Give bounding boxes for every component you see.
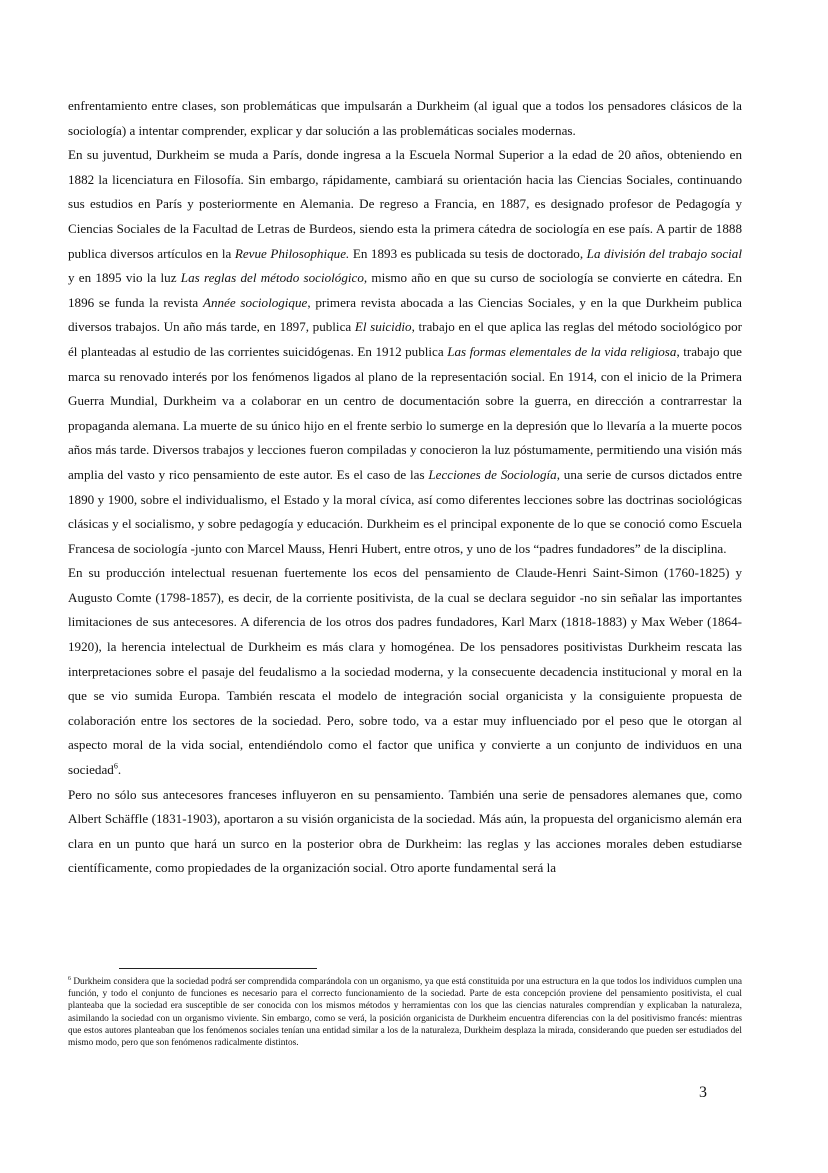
title-reglas-metodo: Las reglas del método sociológico	[180, 270, 364, 286]
p2-text-5: , primera revista abocada a las Ciencias Sociales, y en la que Durkheim publica diversos trabajos. Un año más tarde, en 1897, publica	[68, 294, 742, 335]
p2-text-4: , mismo año en que su curso de sociología se convierte en cátedra. En 1896 se funda la revista	[68, 270, 742, 310]
paragraph-4: Pero no sólo sus antecesores franceses influyeron en su pensamiento. También una serie de pensadores alemanes que, como Albert Schäffle (1831-1903), aportaron a su visión organicista de la sociedad. Más aún, la propuesta del organicismo alemán era clara en un punto que hará un surco en la posterior obra de Durkheim: las reglas y las acciones morales deben estudiarse científicamente, como propiedades de la organización social. Otro aporte fundamental será la	[68, 786, 742, 876]
footnote-text: Durkheim considera que la sociedad podrá ser comprendida comparándola con un organismo, ya que está constituida por una estructura en la que todos los individuos cumplen una función, y todo el conjunto de funciones es necesario para el correcto funcionamiento de la sociedad. Parte de esta concepción proviene del pensamiento positivista, el cual planteaba que la sociedad era susceptible de ser conocida con los mismos métodos y herramientas con los que las ciencias naturales comprendían y explicaban la naturaleza, asimilando la sociedad con un organismo viviente. Sin embargo, como se verá, la posición organicista de Durkheim encuentra diferencias con la del positivismo francés: mientras que estos autores planteaban que los fenómenos sociales tenían una entidad similar a los de la naturaleza, Durkheim desplaza la mirada, considerando que pueden ser estudiados del mismo modo, pero que son fenómenos radicalmente distintos.	[68, 977, 742, 1049]
footnote-reference[interactable]: 6	[113, 761, 118, 771]
title-el-suicidio: El suicidio	[354, 319, 412, 335]
paragraph-1: enfrentamiento entre clases, son problemáticas que impulsarán a Durkheim (al igual que a todos los pensadores clásicos de la sociología) a intentar comprender, explicar y dar solución a las problemáticas sociales modernas.	[68, 98, 742, 138]
p2-text-6: , trabajo en el que aplica las reglas del método sociológico por él planteadas al estudio de las corrientes suicidógenas. En 1912 publica	[68, 319, 742, 359]
p3-text: En su producción intelectual resuenan fuertemente los ecos del pensamiento de Claude-Henri Saint-Simon (1760-1825) y Augusto Comte (1798-1857), es decir, de la corriente positivista, de la cual se declara seguidor -no sin señalar las importantes limitaciones de sus antecesores. A diferencia de los otros dos padres fundadores, Karl Marx (1818-1883) y Max Weber (1864-1920), la herencia intelectual de Durkheim es más clara y homogénea. De los pensadores positivistas Durkheim rescata las interpretaciones sobre el pasaje del feudalismo a la sociedad moderna, y la consecuente decadencia institucional y moral en la que se vio sumida Europa. También rescata el modelo de integración social organicista y la consiguiente propuesta de colaboración entre los sectores de la sociedad. Pero, sobre todo, va a estar muy influenciado por el peso que le otorgan al aspecto moral de la vida social, entendiéndolo como el factor que unifica y convierte a un conjunto de individuos en una sociedad	[68, 565, 742, 778]
footnote-number: 6	[68, 975, 71, 982]
title-revue-philosophique: Revue Philosophique.	[234, 245, 350, 261]
paragraph-3	[68, 561, 742, 782]
p2-text-7: , trabajo que marca su renovado interés por los fenómenos ligados al plano de la representación social. En 1914, con el inicio de la Primera Guerra Mundial, Durkheim va a colaborar en un centro de documentación sobre la guerra, en dirección a contrarrestar la propaganda alemana. La muerte de su único hijo en el frente serbio lo sumerge en la depresión que lo llevaría a la muerte pocos años más tarde. Diversos trabajos y lecciones fueron compiladas y conocieron la luz póstumamente, permitiendo una visión más amplia del vasto y rico pensamiento de este autor. Es el caso de las	[68, 343, 742, 482]
p2-text-1: En su juventud, Durkheim se muda a París, donde ingresa a la Escuela Normal Superior a la edad de 20 años, obteniendo en 1882 la licenciatura en Filosofía. Sin embargo, rápidamente, cambiará su orientación hacia las Ciencias Sociales, continuando sus estudios en París y posteriormente en Alemania. De regreso a Francia, en 1887, es designado profesor de Pedagogía y Ciencias Sociales de la Facultad de Letras de Burdeos, siendo esta la primera cátedra de sociología en ese país. A partir de 1888 publica diversos artículos en la	[68, 147, 742, 261]
title-division-trabajo: La división del trabajo social	[586, 245, 742, 261]
page-number: 3	[699, 1084, 707, 1101]
footnote-separator	[119, 968, 317, 969]
footnote	[68, 976, 742, 1049]
title-annee-sociologique: Année sociologique	[202, 294, 308, 310]
p3-end: .	[117, 762, 122, 778]
title-formas-elementales: Las formas elementales de la vida religiosa	[447, 343, 677, 359]
body-text	[68, 94, 742, 881]
title-lecciones-sociologia: Lecciones de Sociología	[428, 466, 557, 482]
paragraph-2	[68, 143, 742, 561]
p2-text-8: , una serie de cursos dictados entre 1890 y 1900, sobre el individualismo, el Estado y la moral cívica, así como diferentes lecciones sobre las doctrinas sociológicas clásicas y el socialismo, y sobre pedagogía y educación. Durkheim es el principal exponente de lo que se conoció como Escuela Francesa de sociología -junto con Marcel Mauss, Henri Hubert, entre otros, y uno de los “padres fundadores” de la disciplina.	[68, 466, 743, 556]
p2-text-2: En 1893 es publicada su tesis de doctorado,	[349, 245, 587, 261]
p2-text-3: y en 1895 vio la luz	[68, 270, 181, 286]
